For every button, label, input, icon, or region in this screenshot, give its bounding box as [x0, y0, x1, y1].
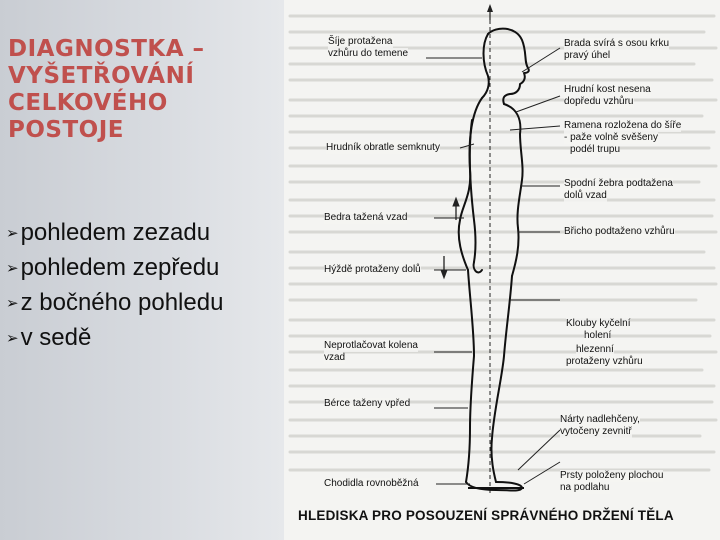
bullet-item — [6, 217, 278, 252]
bullet-item — [6, 252, 278, 287]
bullet-text: pohledem zepředu — [20, 254, 220, 281]
label-joints-3: hlezenní — [576, 344, 614, 355]
label-belly: Břicho podtaženo vzhůru — [564, 226, 675, 237]
label-knees-2: vzad — [324, 352, 346, 363]
label-toes: Prsty položeny plochou — [560, 470, 664, 481]
bullet-list — [6, 217, 278, 357]
label-ribs: Spodní žebra podtažena — [564, 178, 673, 189]
label-neck: Šíje protažena — [328, 36, 393, 47]
bullet-item — [6, 322, 278, 357]
bullet-text: pohledem zezadu — [20, 219, 211, 246]
label-sternum: Hrudní kost nesena — [564, 84, 651, 95]
label-lower-back: Bedra tažená vzad — [324, 212, 408, 223]
arrow-bullet-icon: ➢ — [6, 225, 19, 242]
label-joints-2: holení — [584, 330, 612, 341]
label-feet: Chodidla rovnoběžná — [324, 478, 419, 489]
label-knees: Neprotlačovat kolena — [324, 340, 418, 351]
label-joints: Klouby kyčelní — [566, 318, 631, 329]
label-shoulders-2: - paže volně svěšeny — [564, 132, 658, 143]
label-thorax: Hrudník obratle semknuty — [326, 142, 440, 153]
label-joints-4: protaženy vzhůru — [566, 356, 643, 367]
label-shins: Bérce taženy vpřed — [324, 398, 411, 409]
label-shoulders-3: podél trupu — [570, 144, 621, 155]
left-panel — [0, 0, 284, 540]
arrow-bullet-icon: ➢ — [6, 295, 19, 312]
body-outline-illustration — [284, 0, 720, 500]
bullet-text: z bočného pohledu — [20, 289, 224, 316]
figure-caption: HLEDISKA PRO POSOUZENÍ SPRÁVNÉHO DRŽENÍ TĚLA — [298, 508, 674, 523]
label-chin-2: pravý úhel — [564, 50, 611, 61]
arrow-bullet-icon: ➢ — [6, 260, 19, 277]
slide-title: DIAGNOSTKA – VYŠETŘOVÁNÍ CELKOVÉHO POSTOJE — [8, 36, 205, 143]
bullet-item — [6, 287, 278, 322]
label-chin: Brada svírá s osou krku — [564, 38, 670, 49]
label-buttocks: Hýždě protaženy dolů — [324, 264, 421, 275]
label-sternum-2: dopředu vzhůru — [564, 96, 634, 107]
arrow-bullet-icon: ➢ — [6, 330, 19, 347]
bullet-text: v sedě — [20, 324, 92, 351]
label-ribs-2: dolů vzad — [564, 190, 607, 201]
label-insteps-2: vytočeny zevnitř — [560, 426, 632, 437]
posture-figure — [284, 0, 720, 540]
label-neck-2: vzhůru do temene — [328, 48, 409, 59]
label-shoulders: Ramena rozložena do šíře — [564, 120, 682, 131]
label-insteps: Nárty nadlehčeny, — [560, 414, 640, 425]
label-toes-2: na podlahu — [560, 482, 610, 493]
